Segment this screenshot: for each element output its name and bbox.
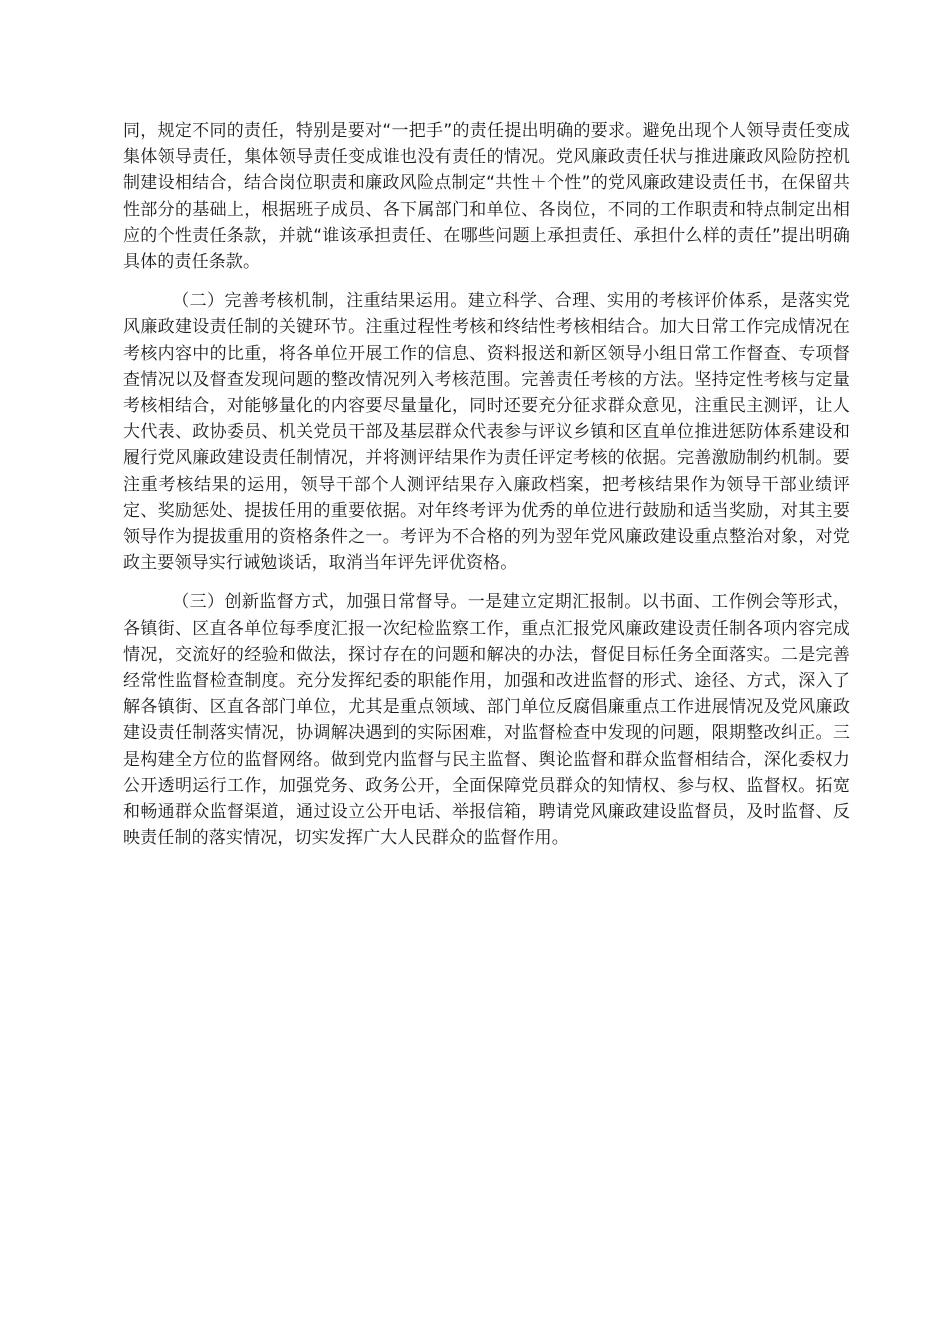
paragraph-responsibility-continuation: 同，规定不同的责任，特别是要对“一把手”的责任提出明确的要求。避免出现个人领导责任变成集体领导责任，集体领导责任变成谁也没有责任的情况。党风廉政责任状与推进廉政风险防控机制建设相结合，结合岗位职责和廉政风险点制定“共性＋个性”的党风廉政建设责任书，在保留共性部分的基础上，根据班子成员、各下属部门和单位、各岗位，不同的工作职责和特点制定出相应的个性责任条款，并就“谁该承担责任、在哪些问题上承担责任、承担什么样的责任”提出明确具体的责任条款。 [123,121,850,273]
paragraph-supervision-methods: （三）创新监督方式，加强日常督导。一是建立定期汇报制。以书面、工作例会等形式，各镇街、区直各单位每季度汇报一次纪检监察工作，重点汇报党风廉政建设责任制各项内容完成情况，交流好的经验和做法，探讨存在的问题和解决的办法，督促目标任务全面落实。二是完善经常性监督检查制度。充分发挥纪委的职能作用，加强和改进监督的形式、途径、方式，深入了解各镇街、区直各部门单位，尤其是重点领域、部门单位反腐倡廉重点工作进展情况及党风廉政建设责任制落实情况，协调解决遇到的实际困难，对监督检查中发现的问题，限期整改纠正。三是构建全方位的监督网络。做到党内监督与民主监督、舆论监督和群众监督相结合，深化委权力公开透明运行工作，加强党务、政务公开，全面保障党员群众的知情权、参与权、监督权。拓宽和畅通群众监督渠道，通过设立公开电话、举报信箱，聘请党风廉政建设监督员，及时监督、反映责任制的落实情况，切实发挥广大人民群众的监督作用。 [123,592,850,849]
paragraph-assessment-mechanism: （二）完善考核机制，注重结果运用。建立科学、合理、实用的考核评价体系，是落实党风廉政建设责任制的关键环节。注重过程性考核和终结性考核相结合。加大日常工作完成情况在考核内容中的比重，将各单位开展工作的信息、资料报送和新区领导小组日常工作督查、专项督查情况以及督查发现问题的整改情况列入考核范围。完善责任考核的方法。坚持定性考核与定量考核相结合，对能够量化的内容要尽量量化，同时还要充分征求群众意见，注重民主测评，让人大代表、政协委员、机关党员干部及基层群众代表参与评议乡镇和区直单位推进惩防体系建设和履行党风廉政建设责任制情况，并将测评结果作为责任评定考核的依据。完善激励制约机制。要注重考核结果的运用，领导干部个人测评结果存入廉政档案，把考核结果作为领导干部业绩评定、奖励惩处、提拔任用的重要依据。对年终考评为优秀的单位进行鼓励和适当奖励，对其主要领导作为提拔重用的资格条件之一。考评为不合格的列为翌年党风廉政建设重点整治对象，对党政主要领导实行诫勉谈话，取消当年评先评优资格。 [123,291,850,574]
document-body [123,118,850,851]
